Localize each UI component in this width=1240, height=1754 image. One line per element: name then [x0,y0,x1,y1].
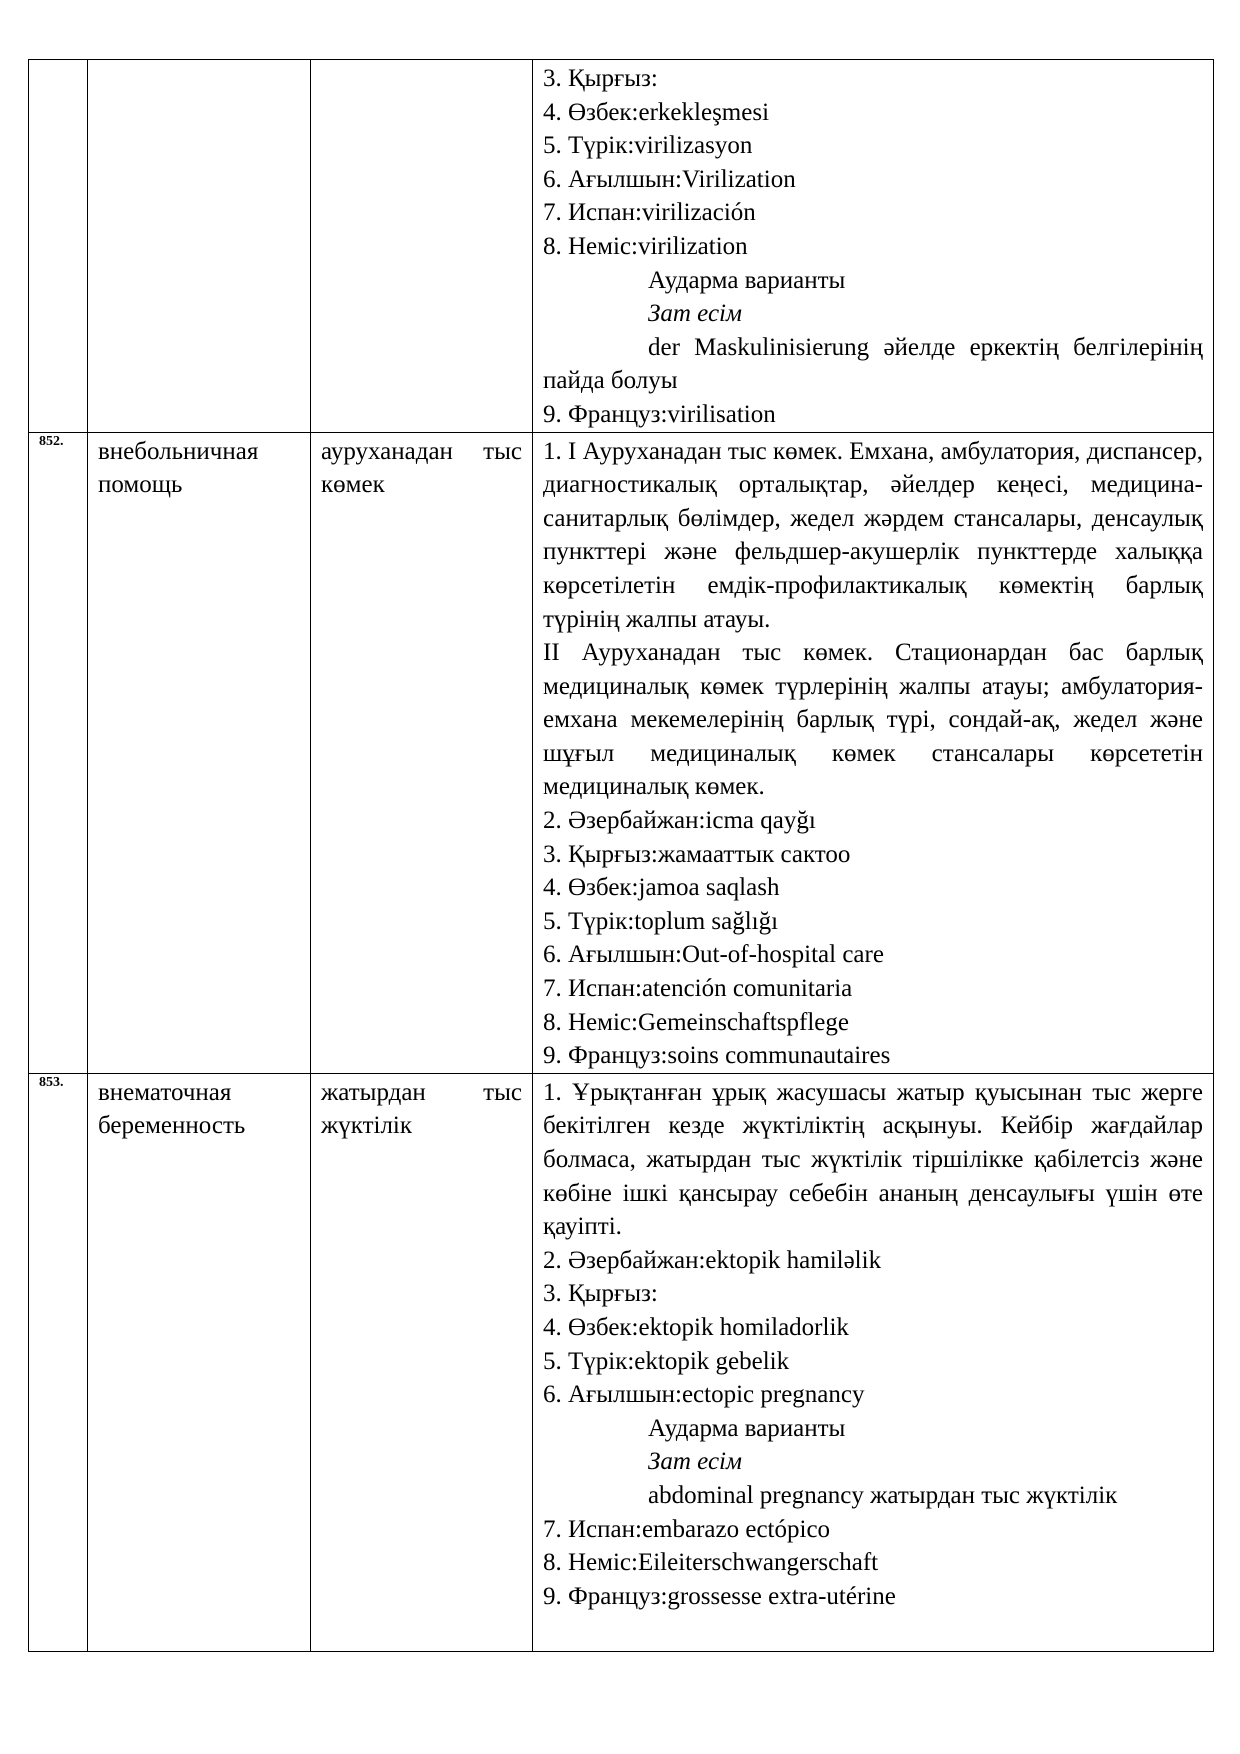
definition-cell [533,60,1214,433]
definition-cell [533,432,1214,1073]
translation-line: 9. Француз:grossesse extra-utérine [543,1582,896,1610]
variant-text: der Maskulinisierung әйелде еркектің белгілерінің пайда болуы [543,333,1203,395]
definition-paragraph: II Ауруханадан тыс көмек. Стационардан бас барлық медициналық көмек түрлерінің жалпы атауы; амбулатория-емхана мекемелерінің барлық түрі, сондай-ақ, жедел және шұғыл медициналық көмек стансалары көрсететін медициналық көмек. [543,639,1203,801]
russian-term: внебольничная помощь [98,437,259,499]
translation-line: 7. Испан:embarazo ectópico [543,1515,831,1543]
entry-number: 852. [39,433,64,449]
variant-heading: Аударма варианты [648,1414,846,1442]
russian-term-cell [88,1073,311,1651]
kazakh-term-cell [311,1073,533,1651]
definition-cell [533,1073,1214,1651]
translation-line: 5. Түрік:toplum sağlığı [543,907,779,935]
part-of-speech: Зат есім [648,1448,742,1476]
entry-number-cell [29,432,88,1073]
table-row [29,1073,1214,1651]
russian-term: внематочная беременность [98,1078,246,1140]
kazakh-term-cell [311,60,533,433]
translation-line: 4. Өзбек:erkekleşmesi [543,98,770,126]
russian-term [88,60,310,62]
translation-line: 8. Неміс:Eileiterschwangerschaft [543,1549,879,1577]
variant-heading: Аударма варианты [648,266,846,294]
translation-line: 3. Қырғыз: [543,65,658,92]
table-row [29,60,1214,433]
translation-line: 6. Ағылшын:Virilization [543,165,796,193]
kazakh-term [311,60,532,62]
definition-paragraph: 1. I Ауруханадан тыс көмек. Емхана, амбулатория, диспансер, диагностикалық орталықтар, әйелдер кеңесі, медицина-санитарлық бөлімдер, жедел жәрдем стансалары, денсаулық пункттері және фельдшер-акушерлік пункттерде халыққа көрсетілетін емдік-профилактикалық көмектің барлық түрінің жалпы атауы. [543,437,1203,633]
entry-number [29,60,87,61]
translation-line: 9. Француз:virilisation [543,400,776,428]
translation-line: 6. Ағылшын:Out-of-hospital care [543,941,884,969]
translation-line: 8. Неміс:virilization [543,232,748,260]
translation-line: 5. Түрік:virilizasyon [543,132,753,160]
kazakh-term: жатырдан тыс жүктілік [321,1078,522,1140]
translation-line: 4. Өзбек:ektopik homiladorlik [543,1313,849,1341]
russian-term-cell [88,432,311,1073]
variant-text: abdominal pregnancy жатырдан тыс жүктілік [648,1481,1118,1509]
russian-term-cell [88,60,311,433]
entry-number-cell [29,1073,88,1651]
dictionary-table [28,59,1214,1652]
translation-line: 6. Ағылшын:ectopic pregnancy [543,1381,865,1409]
table-row [29,432,1214,1073]
translation-line: 4. Өзбек:jamoa saqlash [543,874,780,902]
translation-line: 3. Қырғыз:жамааттык сактоо [543,840,851,868]
translation-line: 5. Түрік:ektopik gebelik [543,1347,790,1375]
entry-number-cell [29,60,88,433]
part-of-speech: Зат есім [648,300,742,328]
entry-number: 853. [39,1074,64,1090]
translation-line: 2. Әзербайжан:ektopik hamiləlik [543,1246,882,1274]
translation-line: 2. Әзербайжан:icma qayğı [543,807,816,835]
definition-paragraph: 1. Ұрықтанған ұрық жасушасы жатыр қуысынан тыс жерге бекітілген кезде жүктіліктің асқынуы. Кейбір жағдайлар болмаса, жатырдан тыс жүктілік тіршілікке қабілетсіз және көбіне ішкі қансырау себебін ананың денсаулығы үшін өте қауіпті. [543,1078,1203,1241]
translation-line: 9. Француз:soins communautaires [543,1042,891,1070]
kazakh-term: ауруханадан тыс көмек [321,437,522,499]
translation-line: 8. Неміс:Gemeinschaftspflege [543,1008,849,1036]
kazakh-term-cell [311,432,533,1073]
translation-line: 7. Испан:atención comunitaria [543,975,853,1003]
translation-line: 3. Қырғыз: [543,1280,658,1308]
translation-line: 7. Испан:virilización [543,199,756,227]
